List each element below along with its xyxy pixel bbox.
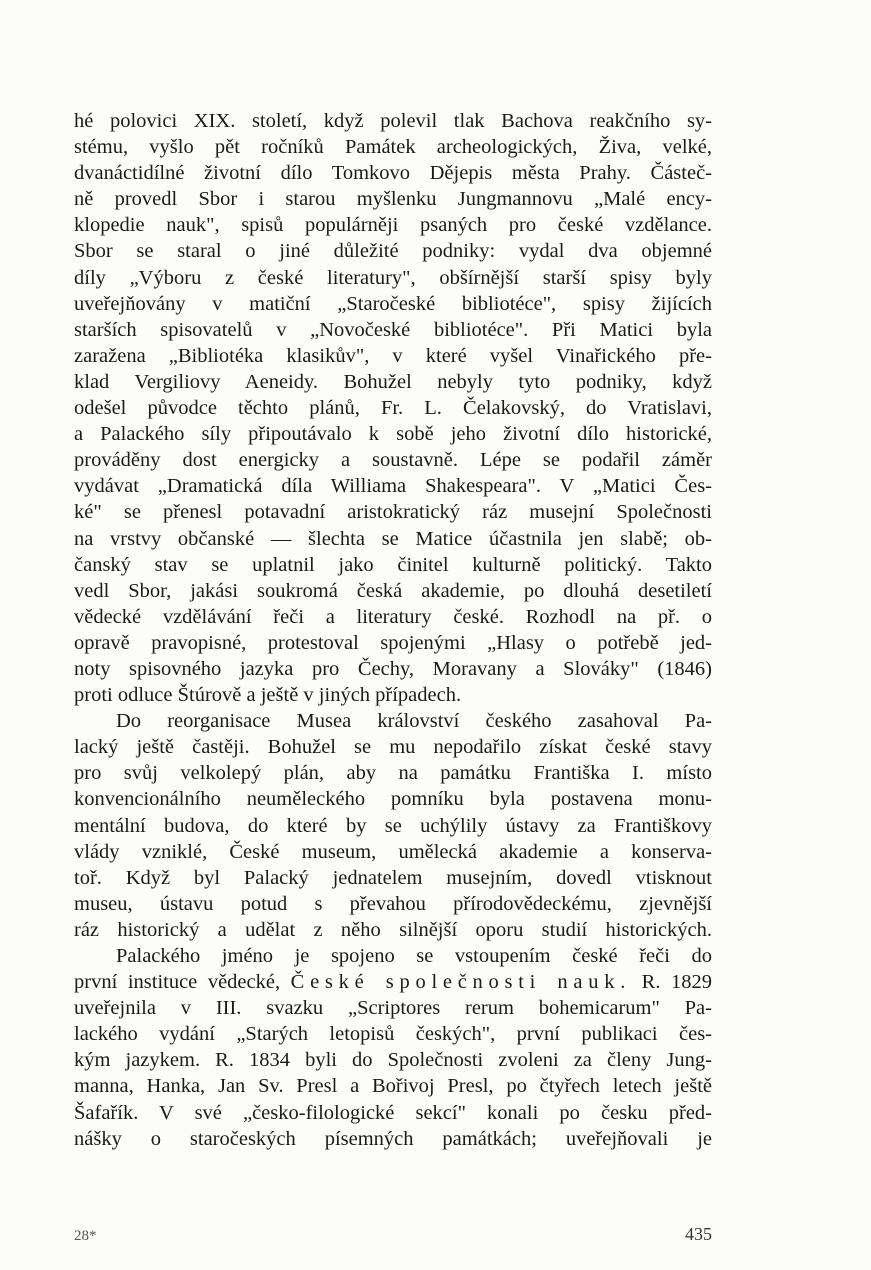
text-line: nášky o staročeských písemných památkách; uveřejňovali je — [74, 1127, 712, 1150]
text-line: uveřejnila v III. svazku „Scriptores rerum bohemicarum" Pa- — [74, 997, 712, 1020]
text-line: ké" se přenesl potavadní aristokratický ráz musejní Společnosti — [74, 501, 712, 524]
text-line: noty spisovného jazyka pro Čechy, Moravany a Slováky" (1846) — [74, 657, 712, 680]
text-line: na vrstvy občanské — šlechta se Matice účastnila jen slabě; ob- — [74, 527, 712, 550]
text-line: stému, vyšlo pět ročníků Památek archeologických, Živa, velké, — [74, 136, 712, 159]
text-line: čanský stav se uplatnil jako činitel kulturně politický. Takto — [74, 553, 712, 576]
text-line — [74, 969, 712, 995]
text-line: mentální budova, do které by se uchýlily ústavy za Františkovy — [74, 814, 712, 837]
text-line: ráz historický a udělat z něho silnější oporu studií historických. — [74, 918, 712, 941]
text-line: vlády vzniklé, České museum, umělecká akademie a konserva- — [74, 840, 712, 863]
text-line: klopedie nauk", spisů populárněji psaných pro české vzdělance. — [74, 214, 712, 237]
text-line: Šafařík. V své „česko-filologické sekcí" konali po česku před- — [74, 1101, 712, 1124]
text-line: lacký ještě častěji. Bohužel se mu nepodařilo získat české stavy — [74, 736, 712, 759]
text-line: starších spisovatelů v „Novočeské bibliotéce". Při Matici byla — [74, 318, 712, 341]
text-line: dvanáctidílné životní dílo Tomkovo Dějepis města Prahy. Částeč- — [74, 162, 712, 185]
text-line: odešel původce těchto plánů, Fr. L. Čelakovský, do Vratislavi, — [74, 397, 712, 420]
text-line-part: první instituce vědecké, — [74, 971, 281, 994]
text-line: lackého vydání „Starých letopisů českých", první publikaci čes- — [74, 1023, 712, 1046]
text-line: museu, ústavu potud s převahou přírodovědeckému, zjevnější — [74, 892, 712, 915]
text-line: ně provedl Sbor i starou myšlenku Jungmannovu „Malé ency- — [74, 188, 712, 211]
text-line: Palackého jméno je spojeno se vstoupením české řeči do — [116, 945, 712, 967]
text-line: uveřejňovány v matiční „Staročeské bibliotéce", spisy žijících — [74, 292, 712, 315]
spaced-society-name: České společnosti nauk. — [290, 971, 632, 994]
body-text — [74, 108, 712, 1152]
text-line: toř. Když byl Palacký jednatelem musejním, dovedl vtisknout — [74, 866, 712, 889]
text-line-part: R. 1829 — [641, 971, 712, 994]
text-line: kým jazykem. R. 1834 byli do Společnosti zvoleni za členy Jung- — [74, 1049, 712, 1072]
text-line: proti odluce Štúrově a ještě v jiných případech. — [74, 684, 462, 707]
printer-signature-mark: 28* — [74, 1228, 97, 1244]
page-number: 435 — [685, 1224, 712, 1244]
text-line: vydávat „Dramatická díla Williama Shakespeara". V „Matici Čes- — [74, 475, 712, 498]
text-line: Sbor se staral o jiné důležité podniky: vydal dva objemné — [74, 240, 712, 263]
text-line: a Palackého síly připoutávalo k sobě jeho životní dílo historické, — [74, 423, 712, 446]
text-line: pro svůj velkolepý plán, aby na památku Františka I. místo — [74, 762, 712, 785]
text-line: vědecké vzdělávání řeči a literatury české. Rozhodl na př. o — [74, 605, 712, 628]
text-line: opravě pravopisné, protestoval spojenými „Hlasy o potřebě jed- — [74, 631, 712, 654]
text-line: klad Vergiliovy Aeneidy. Bohužel nebyly tyto podniky, když — [74, 370, 712, 393]
text-line: Do reorganisace Musea království českého zasahoval Pa- — [116, 710, 712, 733]
text-line: prováděny dost energicky a soustavně. Lépe se podařil záměr — [74, 449, 712, 472]
text-line: konvencionálního neuměleckého pomníku byla postavena monu- — [74, 788, 712, 811]
text-line: díly „Výboru z české literatury", obšírnější starší spisy byly — [74, 266, 712, 289]
text-line: zaražena „Bibliotéka klasikův", v které vyšel Vinařického pře- — [74, 344, 712, 367]
text-line: hé polovici XIX. století, když polevil tlak Bachova reakčního sy- — [74, 110, 712, 132]
text-line: vedl Sbor, jakási soukromá česká akademie, po dlouhá desetiletí — [74, 579, 712, 602]
text-line: manna, Hanka, Jan Sv. Presl a Bořivoj Presl, po čtyřech letech ještě — [74, 1075, 712, 1098]
